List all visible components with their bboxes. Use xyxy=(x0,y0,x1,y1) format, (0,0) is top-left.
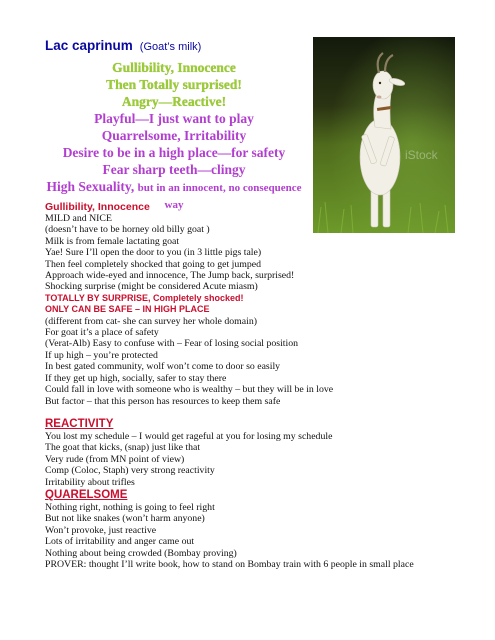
section-heading-gullibility: Gullibility, Innocence xyxy=(45,201,150,213)
note-line: (doesn’t have to be horney old billy goat ) xyxy=(45,224,210,236)
note-line: Won’t provoke, just reactive xyxy=(45,524,157,536)
headline-line: Angry—Reactive! xyxy=(121,94,227,109)
headline-line: Gullibility, Innocence xyxy=(112,60,236,75)
note-line: If they get up high, socially, safer to stay there xyxy=(45,372,227,384)
note-line: If up high – you’re protected xyxy=(45,349,158,361)
headline-text: High Sexuality, xyxy=(46,179,135,194)
note-line: But not like snakes (won’t harm anyone) xyxy=(45,513,205,525)
emphasis-line: TOTALLY BY SURPRISE, Completely shocked! xyxy=(45,292,244,303)
notes-body xyxy=(45,201,465,570)
note-line: Approach wide-eyed and innocence, The Jump back, surprised! xyxy=(45,270,295,282)
note-line: Irritability about trifles xyxy=(45,476,135,488)
headline-line: Then Totally surprised! xyxy=(106,77,242,92)
note-line: Comp (Coloc, Staph) very strong reactivity xyxy=(45,465,215,477)
headline-line: Fear sharp teeth—clingy xyxy=(102,162,246,177)
remedy-title xyxy=(45,37,201,55)
headline-line: way xyxy=(164,199,184,211)
headline-line: Playful—I just want to play xyxy=(94,111,254,126)
note-line: MILD and NICE xyxy=(45,213,112,224)
note-line: In best gated community, wolf won’t come to door so easily xyxy=(45,361,281,373)
note-line: Then feel completely shocked that going to get jumped xyxy=(45,258,262,270)
headline-small-text: but in an innocent, no consequence xyxy=(137,182,302,194)
note-line: Nothing right, nothing is going to feel right xyxy=(45,501,215,513)
note-line: (Verat-Alb) Easy to confuse with – Fear of losing social position xyxy=(45,338,299,350)
remedy-name: Lac caprinum xyxy=(45,38,133,53)
headline-line xyxy=(40,178,308,197)
note-line: Very rude (from MN point of view) xyxy=(45,453,185,465)
note-line: (different from cat- she can survey her whole domain) xyxy=(45,315,258,327)
section-heading-quarelsome: QUARELSOME xyxy=(45,488,128,501)
note-line: Nothing about being crowded (Bombay proving) xyxy=(45,547,237,559)
section-heading-reactivity: REACTIVITY xyxy=(45,417,114,430)
photo-watermark: iStock xyxy=(405,148,438,162)
note-line: The goat that kicks, (snap) just like that xyxy=(45,442,201,454)
emphasis-line: ONLY CAN BE SAFE – IN HIGH PLACE xyxy=(45,304,210,315)
note-line: Yae! Sure I’ll open the door to you (in 3 little pigs tale) xyxy=(45,247,262,259)
note-line: PROVER: thought I’ll write book, how to stand on Bombay train with 6 people in small place xyxy=(45,558,414,570)
headline-line: Quarrelsome, Irritability xyxy=(101,128,247,143)
note-line: Milk is from female lactating goat xyxy=(45,235,180,247)
note-line: Shocking surprise (might be considered Acute miasm) xyxy=(45,281,258,293)
note-line: For goat it’s a place of safety xyxy=(45,327,159,339)
headline-list xyxy=(40,59,308,214)
note-line: Could fall in love with someone who is wealthy – but they will be in love xyxy=(45,384,334,396)
note-line: Lots of irritability and anger came out xyxy=(45,536,195,548)
note-line: You lost my schedule – I would get rageful at you for losing my schedule xyxy=(45,430,333,442)
headline-line: Desire to be in a high place—for safety xyxy=(62,145,286,160)
remedy-common-name: (Goat’s milk) xyxy=(139,41,202,53)
note-line: But factor – that this person has resources to keep them safe xyxy=(45,395,281,407)
